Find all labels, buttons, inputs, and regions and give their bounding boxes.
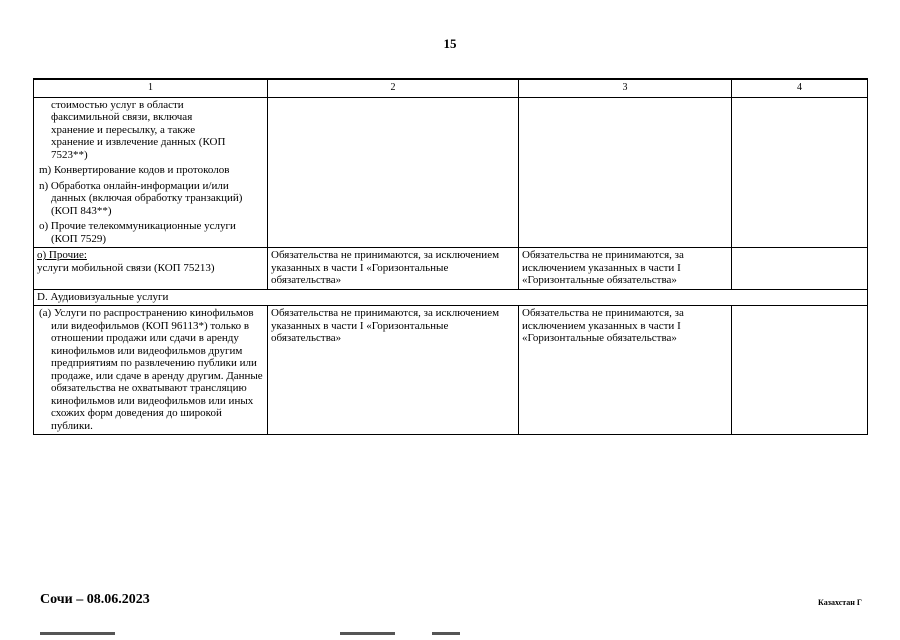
footer-country: Казахстан Г (818, 598, 862, 607)
row3-col3: Обязательства не принимаются, за исключением указанных в части I «Горизонтальные обязательства» (519, 306, 732, 435)
section-row (34, 289, 868, 306)
list-item: (a) Услуги по распространению кинофильмов или видеофильмов (КОП 96113*) только в отношении продажи или сдачи в аренду кинофильмов или видеофильмов другим предприятиям по развлечению публики или продаже, или сдаче в аренду другим. Данные обязательства не охватывают трансляцию кинофильмов или видеофильмов или иных схожих форм доведения до широкой публики. (39, 307, 263, 432)
subsector-text: услуги мобильной связи (КОП 75213) (37, 261, 215, 274)
header-col-4: 4 (732, 79, 868, 97)
header-col-1: 1 (34, 79, 268, 97)
header-col-2: 2 (268, 79, 519, 97)
list-item: m) Конвертирование кодов и протоколов (39, 164, 230, 176)
row3-col1 (34, 306, 268, 435)
continuation-line: хранение и извлечение данных (КОП (51, 136, 226, 148)
subsector-title: o) Прочие: (37, 249, 87, 261)
table-row (34, 306, 868, 435)
scan-mark (432, 632, 460, 635)
header-col-3: 3 (519, 79, 732, 97)
row3-col2: Обязательства не принимаются, за исключением указанных в части I «Горизонтальные обязательства» (268, 306, 519, 435)
continuation-line: стоимостью услуг в области (51, 98, 184, 111)
row2-col4 (732, 248, 868, 290)
list-item: n) Обработка онлайн-информации и/или данных (включая обработку транзакций) (КОП 843**) (39, 179, 243, 217)
continuation-line: факсимильной связи, включая (51, 111, 193, 123)
scan-mark (340, 632, 395, 635)
list-item: o) Прочие телекоммуникационные услуги (КОП 7529) (39, 220, 236, 245)
page-number: 15 (443, 36, 457, 51)
row2-col3: Обязательства не принимаются, за исключением указанных в части I «Горизонтальные обязательства» (519, 248, 732, 290)
table-header-row (34, 79, 868, 97)
row1-col4 (732, 97, 868, 248)
row1-col2 (268, 97, 519, 248)
section-d-heading: D. Аудиовизуальные услуги (34, 289, 868, 306)
row2-col1 (34, 248, 268, 290)
table-row (34, 97, 868, 248)
continuation-line: хранение и пересылку, а также (51, 123, 196, 136)
commitments-table (33, 78, 868, 435)
footer-place-date: Сочи – 08.06.2023 (40, 592, 150, 607)
scan-mark (40, 632, 115, 635)
row3-col4 (732, 306, 868, 435)
table-row (34, 248, 868, 290)
row1-col3 (519, 97, 732, 248)
continuation-line: 7523**) (51, 148, 88, 161)
row1-col1 (34, 97, 268, 248)
row2-col2: Обязательства не принимаются, за исключением указанных в части I «Горизонтальные обязательства» (268, 248, 519, 290)
